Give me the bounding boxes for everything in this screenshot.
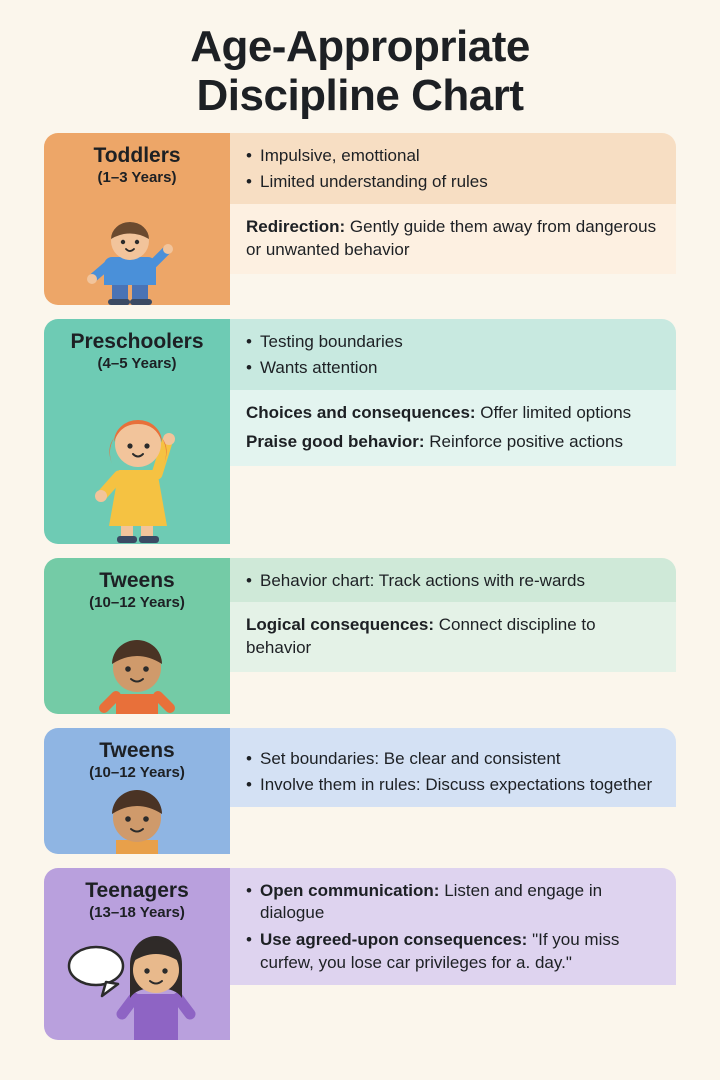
card-teenagers-body [230, 868, 676, 1040]
strategy-item [246, 614, 660, 660]
strategy-item [246, 431, 660, 454]
toddler-illustration [82, 188, 192, 305]
card-tweens-blue-header [44, 728, 230, 854]
age-range-label: (10–12 Years) [89, 763, 185, 781]
strategy-text: Connect discipline to behavior [246, 615, 596, 658]
bullet-icon: • [246, 570, 252, 590]
strategy-lead: Choices and consequences: [246, 403, 476, 423]
title-line-1: Age-Appropriate [190, 22, 530, 71]
bullet-icon: • [246, 172, 252, 192]
page-title [44, 18, 676, 133]
strategy-text: "If you miss curfew, you lose car privileges for a. day." [260, 930, 620, 973]
strategy-lead: Redirection: [246, 217, 346, 237]
preschoolers-traits [230, 319, 676, 391]
bullet-text: Impulsive, emottional [260, 145, 420, 165]
title-line-2: Discipline Chart [196, 71, 524, 121]
list-item [246, 331, 660, 354]
card-teenagers-header [44, 868, 230, 1040]
bullet-text: Involve them in rules: Discuss expectations together [260, 775, 653, 795]
card-toddlers [44, 133, 676, 305]
preschoolers-strategies [230, 390, 676, 466]
card-teenagers [44, 868, 676, 1040]
strategy-text: Gently guide them away from dangerous or unwanted behavior [246, 217, 657, 260]
bullet-icon: • [246, 358, 252, 378]
strategy-item [246, 216, 660, 262]
list-item [246, 145, 660, 168]
age-range-label: (10–12 Years) [89, 593, 185, 611]
card-tweens-green [44, 558, 676, 714]
list-item [246, 570, 660, 593]
bullet-text: Behavior chart: Track actions with re-wards [260, 570, 586, 590]
bullet-text [260, 929, 660, 975]
bullet-text: Limited understanding of rules [260, 172, 488, 192]
bullet-text: Set boundaries: Be clear and consistent [260, 748, 561, 768]
toddlers-strategies [230, 204, 676, 274]
tweens-green-strategies [230, 602, 676, 672]
age-range-label: (13–18 Years) [89, 903, 185, 921]
card-tweens-green-header [44, 558, 230, 714]
bullet-icon: • [246, 930, 252, 950]
strategy-item [246, 402, 660, 425]
strategy-text: Reinforce positive actions [424, 432, 623, 452]
strategy-lead: Praise good behavior: [246, 432, 425, 452]
teenager-illustration [62, 923, 212, 1040]
tween-illustration-green [82, 613, 192, 714]
age-group-label: Toddlers [93, 143, 181, 167]
strategy-lead: Open communication: [260, 880, 440, 900]
bullet-text: Testing boundaries [260, 331, 403, 351]
age-group-label: Tweens [99, 738, 175, 762]
card-tweens-blue [44, 728, 676, 854]
age-group-label: Tweens [99, 568, 175, 592]
age-range-label: (1–3 Years) [97, 168, 177, 186]
bullet-icon: • [246, 331, 252, 351]
bullet-icon: • [246, 748, 252, 768]
card-preschoolers-header [44, 319, 230, 544]
age-group-label: Preschoolers [70, 329, 204, 353]
card-preschoolers [44, 319, 676, 544]
toddlers-traits [230, 133, 676, 205]
card-preschoolers-body [230, 319, 676, 544]
bullet-icon: • [246, 775, 252, 795]
list-item [246, 880, 660, 926]
list-item [246, 774, 660, 797]
strategy-lead: Logical consequences: [246, 615, 434, 635]
card-tweens-green-body [230, 558, 676, 714]
age-range-label: (4–5 Years) [97, 354, 177, 372]
strategy-lead: Use agreed-upon consequences: [260, 930, 528, 950]
card-toddlers-body [230, 133, 676, 305]
bullet-text [260, 880, 660, 926]
bullet-icon: • [246, 880, 252, 900]
card-toddlers-header [44, 133, 230, 305]
teenagers-strategies [230, 868, 676, 986]
tween-illustration-blue [82, 783, 192, 854]
card-tweens-blue-body [230, 728, 676, 854]
tweens-blue-traits [230, 728, 676, 808]
bullet-icon: • [246, 145, 252, 165]
list-item [246, 357, 660, 380]
age-group-label: Teenagers [85, 878, 189, 902]
tweens-green-traits [230, 558, 676, 603]
strategy-text: Listen and engage in dialogue [260, 880, 603, 923]
bullet-text: Wants attention [260, 358, 378, 378]
preschooler-illustration [77, 374, 197, 544]
list-item [246, 748, 660, 771]
strategy-text: Offer limited options [475, 403, 632, 423]
list-item [246, 171, 660, 194]
list-item [246, 929, 660, 975]
